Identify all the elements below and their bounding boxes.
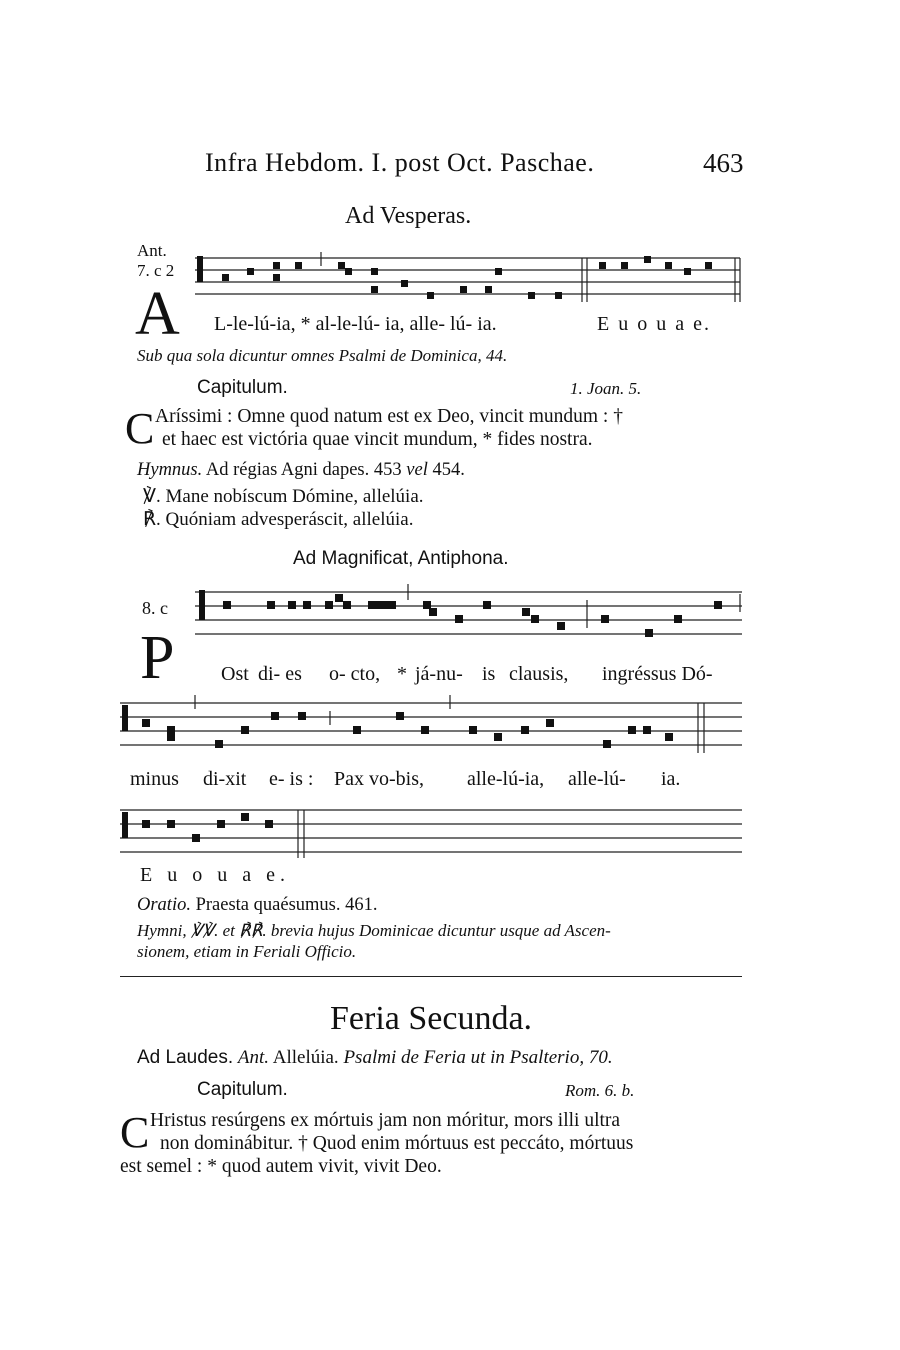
- drop-initial-a: A: [135, 280, 180, 348]
- lyric-magnificat-4: *: [397, 663, 407, 685]
- response: ℟. Quóniam advesperáscit, allelúia.: [143, 509, 414, 530]
- hymnus-vel: vel: [406, 460, 428, 480]
- section-title-vesperas: Ad Vesperas.: [345, 203, 472, 229]
- lyric-magnificat-2-2: di-xit: [203, 768, 247, 790]
- chant-staff-vespers: [195, 252, 745, 304]
- capitulum-line-1: Aríssimi : Omne quod natum est ex Deo, vincit mundum : †: [155, 406, 623, 427]
- laudes-ant-label: Ant.: [237, 1047, 270, 1068]
- capitulum-line-2: et haec est victória quae vincit mundum, * fides nostra.: [162, 429, 593, 450]
- capitulum-ref: 1. Joan. 5.: [570, 379, 642, 398]
- rubric-psalms: Sub qua sola dicuntur omnes Psalmi de Dominica, 44.: [137, 346, 508, 365]
- laudes-line: [137, 1047, 613, 1069]
- page-number: 463: [703, 148, 744, 178]
- hymnus-line: [137, 460, 465, 481]
- hymnus-label: Hymnus.: [137, 460, 203, 480]
- lyric-magnificat-1: Ost: [221, 663, 249, 685]
- feria-capitulum-line-1: Hristus resúrgens ex mórtuis jam non móritur, mors illi ultra: [150, 1110, 621, 1131]
- rubric-hymni-1: Hymni, ℣℣. et ℟℟. brevia hujus Dominicae dicuntur usque ad Ascen-: [137, 921, 611, 940]
- lyrics-vesperas: L-le-lú-ia, * al-le-lú- ia, alle- lú- ia.: [214, 313, 497, 335]
- ant-label: Ant.: [137, 241, 167, 260]
- oratio-line: [137, 895, 377, 916]
- feria-title: Feria Secunda.: [330, 1000, 533, 1037]
- feria-capitulum-ref: Rom. 6. b.: [565, 1081, 635, 1100]
- lyric-magnificat-6: is: [482, 663, 496, 685]
- lyric-magnificat-2-5: alle-lú-ia,: [467, 768, 545, 790]
- hymnus-alt: 454.: [432, 460, 465, 480]
- lyric-magnificat-8: ingréssus Dó-: [602, 663, 713, 685]
- lyric-magnificat-3: o- cto,: [329, 663, 381, 685]
- divider-rule: [120, 976, 742, 977]
- rubric-hymni-2: sionem, etiam in Feriali Officio.: [137, 942, 357, 961]
- lyric-magnificat-2-7: ia.: [661, 768, 681, 790]
- oratio-text: Praesta quaésumus. 461.: [195, 895, 378, 915]
- feria-capitulum-line-2: non dominábitur. † Quod enim mórtuus est peccáto, mórtuus: [160, 1133, 634, 1154]
- euouae-magnificat: E u o u a e.: [140, 864, 290, 886]
- laudes-label: Ad Laudes.: [137, 1047, 234, 1068]
- lyric-magnificat-2-3: e- is :: [269, 768, 314, 790]
- euouae-vesperas: E u o u a e.: [597, 313, 711, 335]
- magnificat-title: Ad Magnificat, Antiphona.: [293, 548, 509, 569]
- capitulum-initial: C: [125, 404, 155, 453]
- lyric-magnificat-2-4: Pax vo-bis,: [334, 768, 424, 790]
- feria-capitulum-label: Capitulum.: [197, 1079, 288, 1100]
- laudes-psalms: Psalmi de Feria ut in Psalterio, 70.: [343, 1047, 613, 1068]
- lyric-magnificat-2-1: minus: [130, 768, 179, 790]
- magnificat-mode: 8. c: [142, 598, 168, 618]
- feria-capitulum-initial: C: [120, 1108, 150, 1157]
- chant-staff-magnificat-2: [120, 695, 745, 755]
- capitulum-label: Capitulum.: [197, 377, 288, 398]
- drop-initial-p: P: [140, 624, 175, 692]
- lyric-magnificat-2: di- es: [258, 663, 302, 685]
- mode-label: 7. c 2: [137, 261, 175, 280]
- lyric-magnificat-5: já-nu-: [415, 663, 463, 685]
- chant-staff-magnificat-3: [120, 804, 745, 859]
- chant-staff-magnificat-1: [195, 584, 745, 644]
- lyric-magnificat-2-6: alle-lú-: [568, 768, 626, 790]
- versicle: ℣. Mane nobíscum Dómine, allelúia.: [143, 486, 424, 507]
- laudes-text: Allelúia.: [272, 1047, 339, 1068]
- running-title: Infra Hebdom. I. post Oct. Paschae.: [205, 148, 595, 177]
- lyric-magnificat-7: clausis,: [509, 663, 569, 685]
- oratio-label: Oratio.: [137, 895, 191, 915]
- feria-capitulum-line-3: est semel : * quod autem vivit, vivit Deo.: [120, 1156, 442, 1177]
- hymnus-text: Ad régias Agni dapes. 453: [205, 460, 402, 480]
